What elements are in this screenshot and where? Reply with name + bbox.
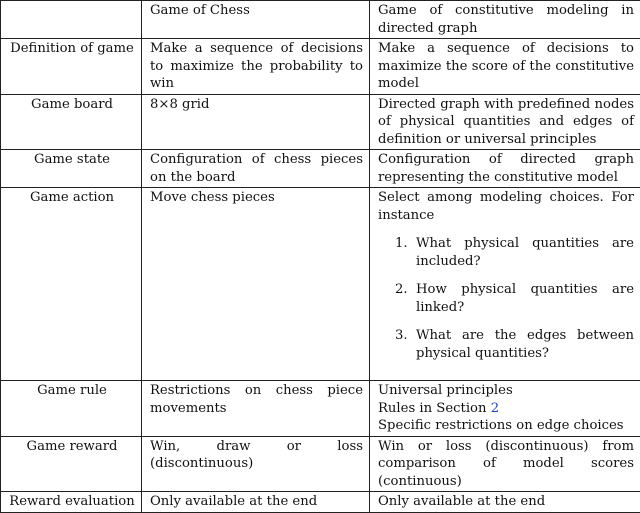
table-row (1, 436, 640, 492)
rule-line: Specific restrictions on edge choices (378, 417, 634, 435)
modeling-cell (370, 188, 640, 381)
modeling-intro: Select among modeling choices. For instance (378, 189, 634, 224)
header-modeling-cell: Game of constitutive modeling in directed graph (370, 1, 640, 39)
table-row (1, 492, 640, 513)
row-label: Game board (1, 94, 142, 150)
modeling-cell: Only available at the end (370, 492, 640, 513)
rule-line (378, 400, 634, 418)
list-number: 1. (395, 235, 408, 253)
list-number: 2. (395, 281, 408, 299)
table-row (1, 188, 640, 381)
list-text: What physical quantities are included? (416, 236, 634, 269)
modeling-cell: Make a sequence of decisions to maximize the score of the constitutive model (370, 39, 640, 95)
table-row (1, 150, 640, 188)
list-item (378, 235, 634, 270)
chess-cell: Win, draw or loss (discontinuous) (142, 436, 370, 492)
chess-cell: Restrictions on chess piece movements (142, 381, 370, 437)
chess-cell: Only available at the end (142, 492, 370, 513)
row-label: Game reward (1, 436, 142, 492)
list-item (378, 281, 634, 316)
chess-cell: Move chess pieces (142, 188, 370, 381)
table-row (1, 39, 640, 95)
chess-cell: Configuration of chess pieces on the board (142, 150, 370, 188)
section-reference-link[interactable]: 2 (491, 401, 499, 416)
modeling-cell: Directed graph with predefined nodes of physical quantities and edges of definition or universal principles (370, 94, 640, 150)
list-item (378, 327, 634, 362)
header-row (1, 1, 640, 39)
list-text: How physical quantities are linked? (416, 282, 634, 315)
header-chess-cell: Game of Chess (142, 1, 370, 39)
row-label: Game rule (1, 381, 142, 437)
modeling-choices-list (378, 235, 634, 362)
row-label: Game action (1, 188, 142, 381)
modeling-cell (370, 381, 640, 437)
modeling-cell: Win or loss (discontinuous) from comparison of model scores (continuous) (370, 436, 640, 492)
row-label: Game state (1, 150, 142, 188)
rule-text: Rules in Section (378, 401, 491, 416)
list-number: 3. (395, 327, 408, 345)
row-label: Reward evaluation (1, 492, 142, 513)
row-label: Definition of game (1, 39, 142, 95)
chess-cell: Make a sequence of decisions to maximize the probability to win (142, 39, 370, 95)
list-text: What are the edges between physical quantities? (416, 328, 634, 361)
table-row (1, 381, 640, 437)
chess-cell: 8×8 grid (142, 94, 370, 150)
table-row (1, 94, 640, 150)
modeling-cell: Configuration of directed graph representing the constitutive model (370, 150, 640, 188)
rule-line: Universal principles (378, 382, 634, 400)
header-empty-cell (1, 1, 142, 39)
